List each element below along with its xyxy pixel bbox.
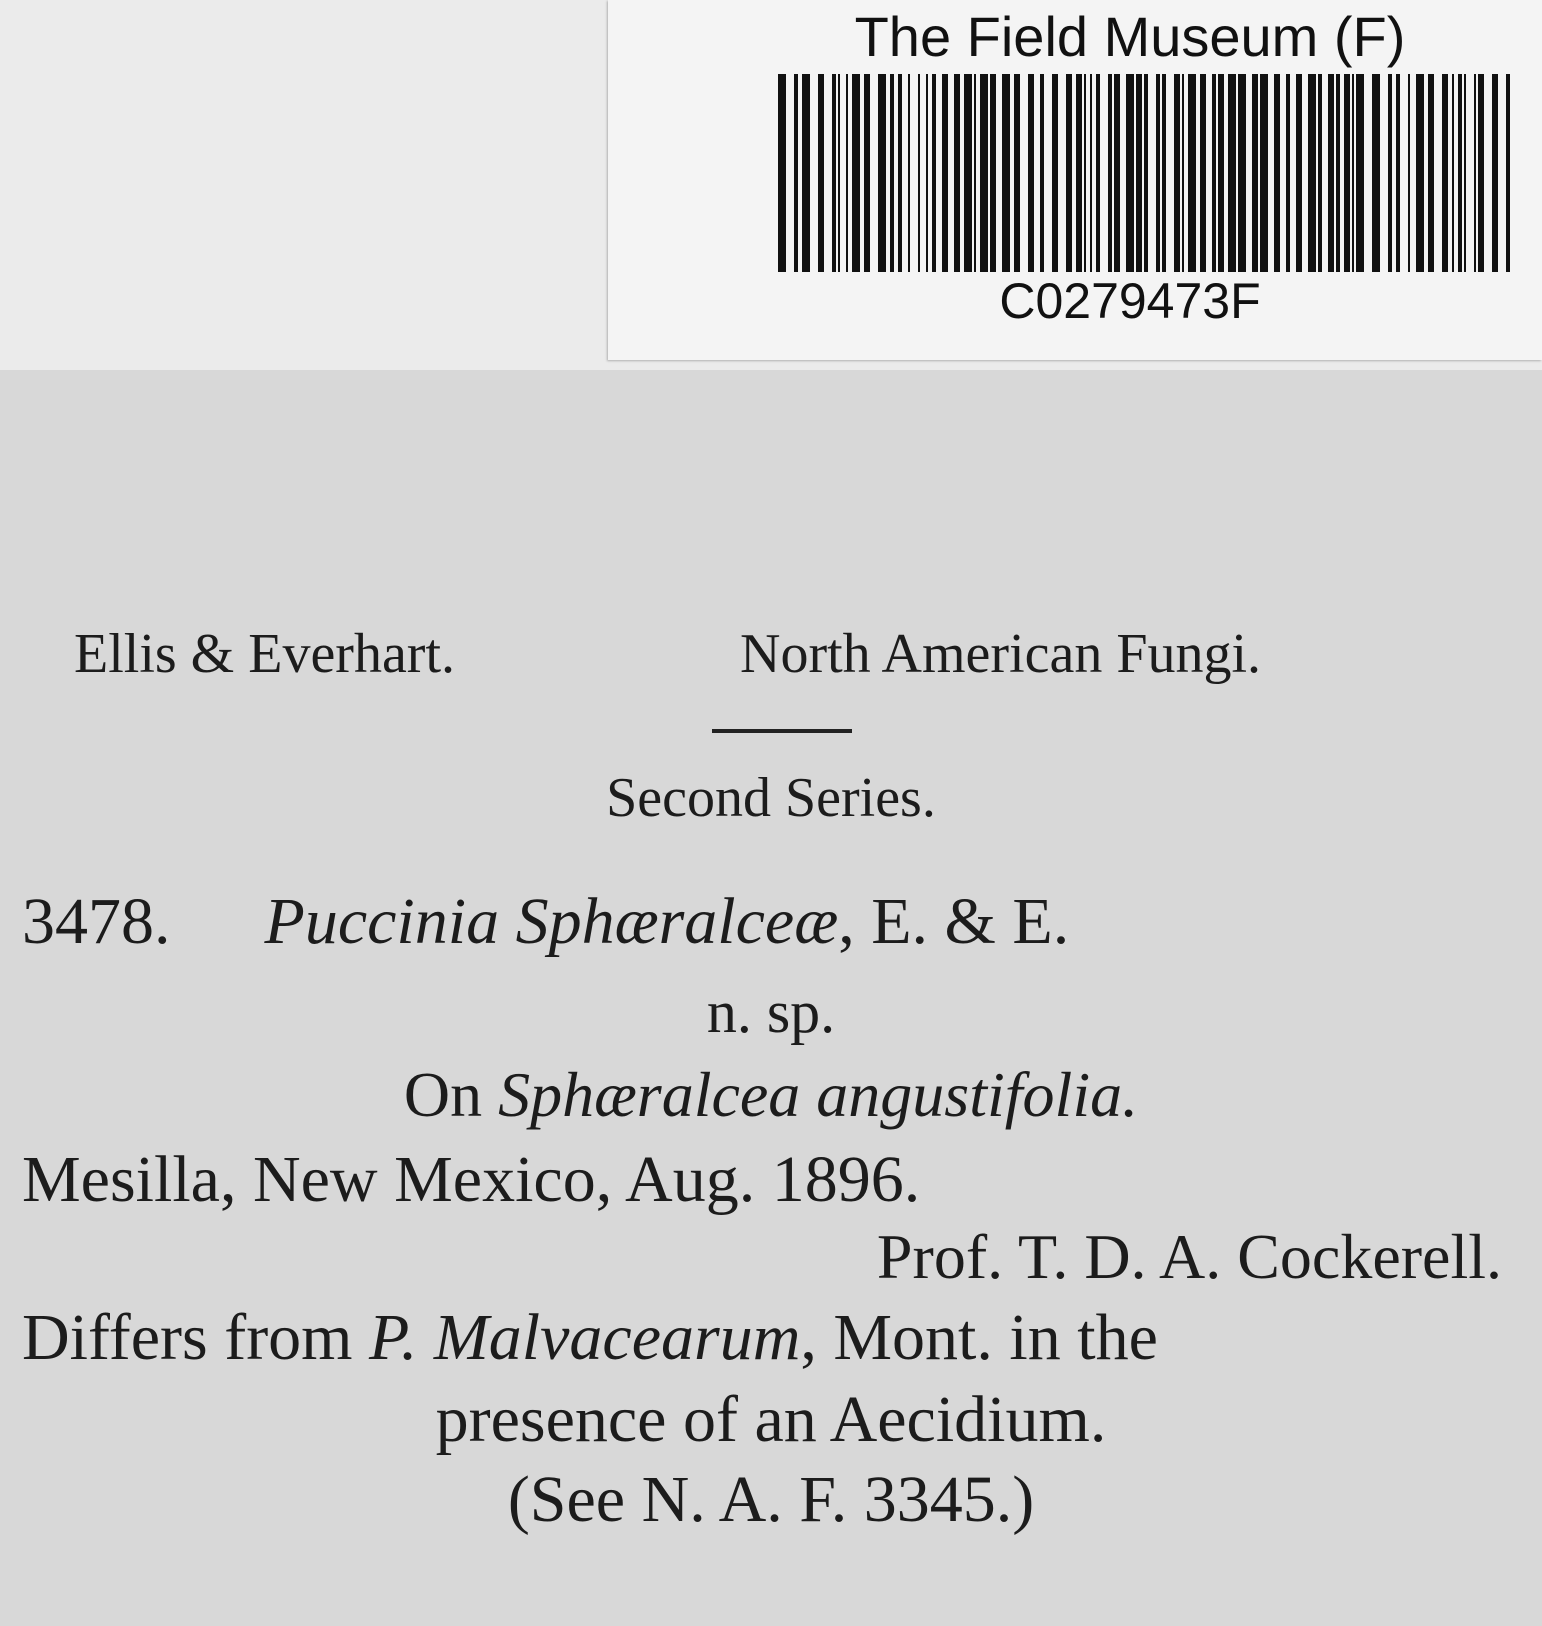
barcode-image [778,74,1514,272]
species-line [22,884,1069,960]
barcode-institution: The Field Museum (F) [854,5,1406,68]
note-suffix: , Mont. in the [800,1301,1158,1374]
host-line [0,1058,1542,1132]
species-name: Puccinia Sphæralceæ [264,885,839,958]
locality-date: Mesilla, New Mexico, Aug. 1896. [22,1143,921,1216]
note-line-2: presence of an Aecidium. [435,1383,1107,1456]
barcode-label [608,0,1542,360]
host-prefix: On [403,1059,499,1130]
note-line-1 [22,1300,1158,1376]
collector-name: Prof. T. D. A. Cockerell. [876,1221,1502,1292]
series-name: Second Series. [606,767,936,829]
cross-reference: (See N. A. F. 3345.) [507,1463,1035,1536]
species-author: , E. & E. [838,885,1070,958]
host-name: Sphæralcea angustifolia. [498,1059,1139,1130]
note-prefix: Differs from [22,1301,370,1374]
species-status: n. sp. [706,979,836,1045]
barcode-number: C0279473F [999,273,1261,329]
collector-publisher: Ellis & Everhart. [74,623,456,685]
note-taxon: P. Malvacearum [369,1301,801,1374]
divider-rule [712,729,852,733]
specimen-number: 3478. [22,885,171,958]
exsiccata-title: North American Fungi. [740,623,1262,685]
